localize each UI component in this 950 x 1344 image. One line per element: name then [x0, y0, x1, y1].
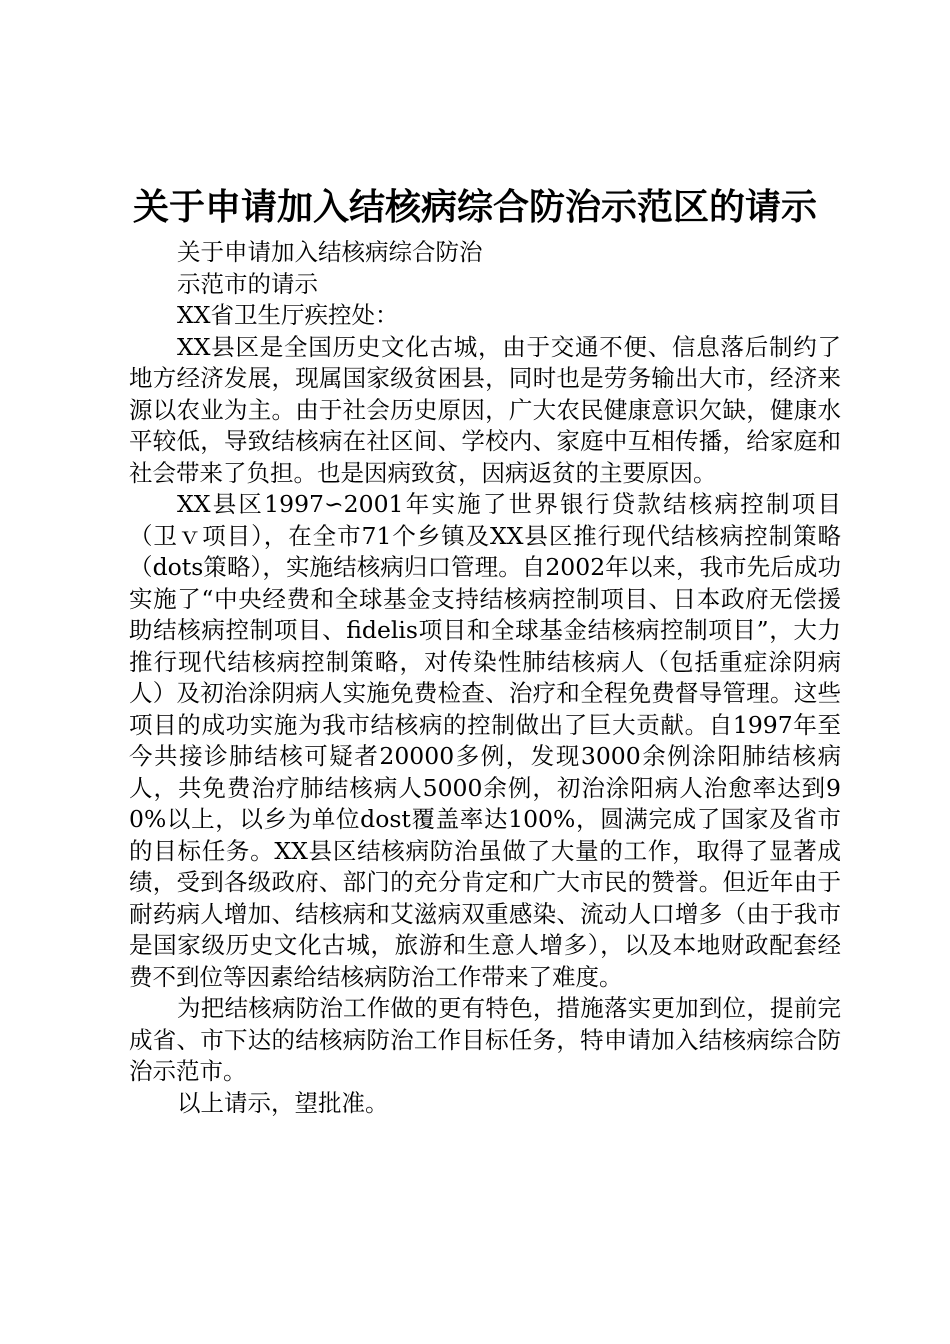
paragraph-background: XX县区是全国历史文化古城，由于交通不便、信息落后制约了地方经济发展，现属国家级贫困县，同时也是劳务输出大市，经济来源以农业为主。由于社会历史原因，广大农民健康意识欠缺，健康水平较低，导致结核病在社区间、学校内、家庭中互相传播，给家庭和社会带来了负担。也是因病致贫，因病返贫的主要原因。 [129, 332, 841, 487]
document-body [129, 237, 841, 1119]
recipient-line: XX省卫生厅疾控处： [177, 301, 399, 329]
document-title: 关于申请加入结核病综合防治示范区的请示 [132, 187, 817, 228]
paragraph-achievements: XX县区1997∽2001年实施了世界银行贷款结核病控制项目（卫ｖ项目），在全市71个乡镇及XX县区推行现代结核病控制策略（dots策略），实施结核病归口管理。自2002年以来，我市先后成功实施了“中央经费和全球基金支持结核病控制项目、日本政府无偿援助结核病控制项目、fidelis项目和全球基金结核病控制项目”，大力推行现代结核病控制策略，对传染性肺结核病人（包括重症涂阴病人）及初治涂阴病人实施免费检查、治疗和全程免费督导管理。这些项目的成功实施为我市结核病的控制做出了巨大贡献。自1997年至今共接诊肺结核可疑者20000多例，发现3000余例涂阳肺结核病人，共免费治疗肺结核病人5000余例，初治涂阳病人治愈率达到90%以上，以乡为单位dost覆盖率达100%，圆满完成了国家及省市的目标任务。XX县区结核病防治虽做了大量的工作，取得了显著成绩，受到各级政府、部门的充分肯定和广大市民的赞誉。但近年由于耐药病人增加、结核病和艾滋病双重感染、流动人口增多（由于我市是国家级历史文化古城，旅游和生意人增多），以及本地财政配套经费不到位等因素给结核病防治工作带来了难度。 [129, 490, 841, 991]
heading-line-2: 示范市的请示 [177, 269, 318, 298]
closing-line: 以上请示，望批准。 [177, 1088, 389, 1117]
heading-line-1: 关于申请加入结核病综合防治 [177, 238, 483, 266]
paragraph-request: 为把结核病防治工作做的更有特色，措施落实更加到位，提前完成省、市下达的结核病防治工作目标任务，特申请加入结核病综合防治示范市。 [129, 994, 841, 1085]
